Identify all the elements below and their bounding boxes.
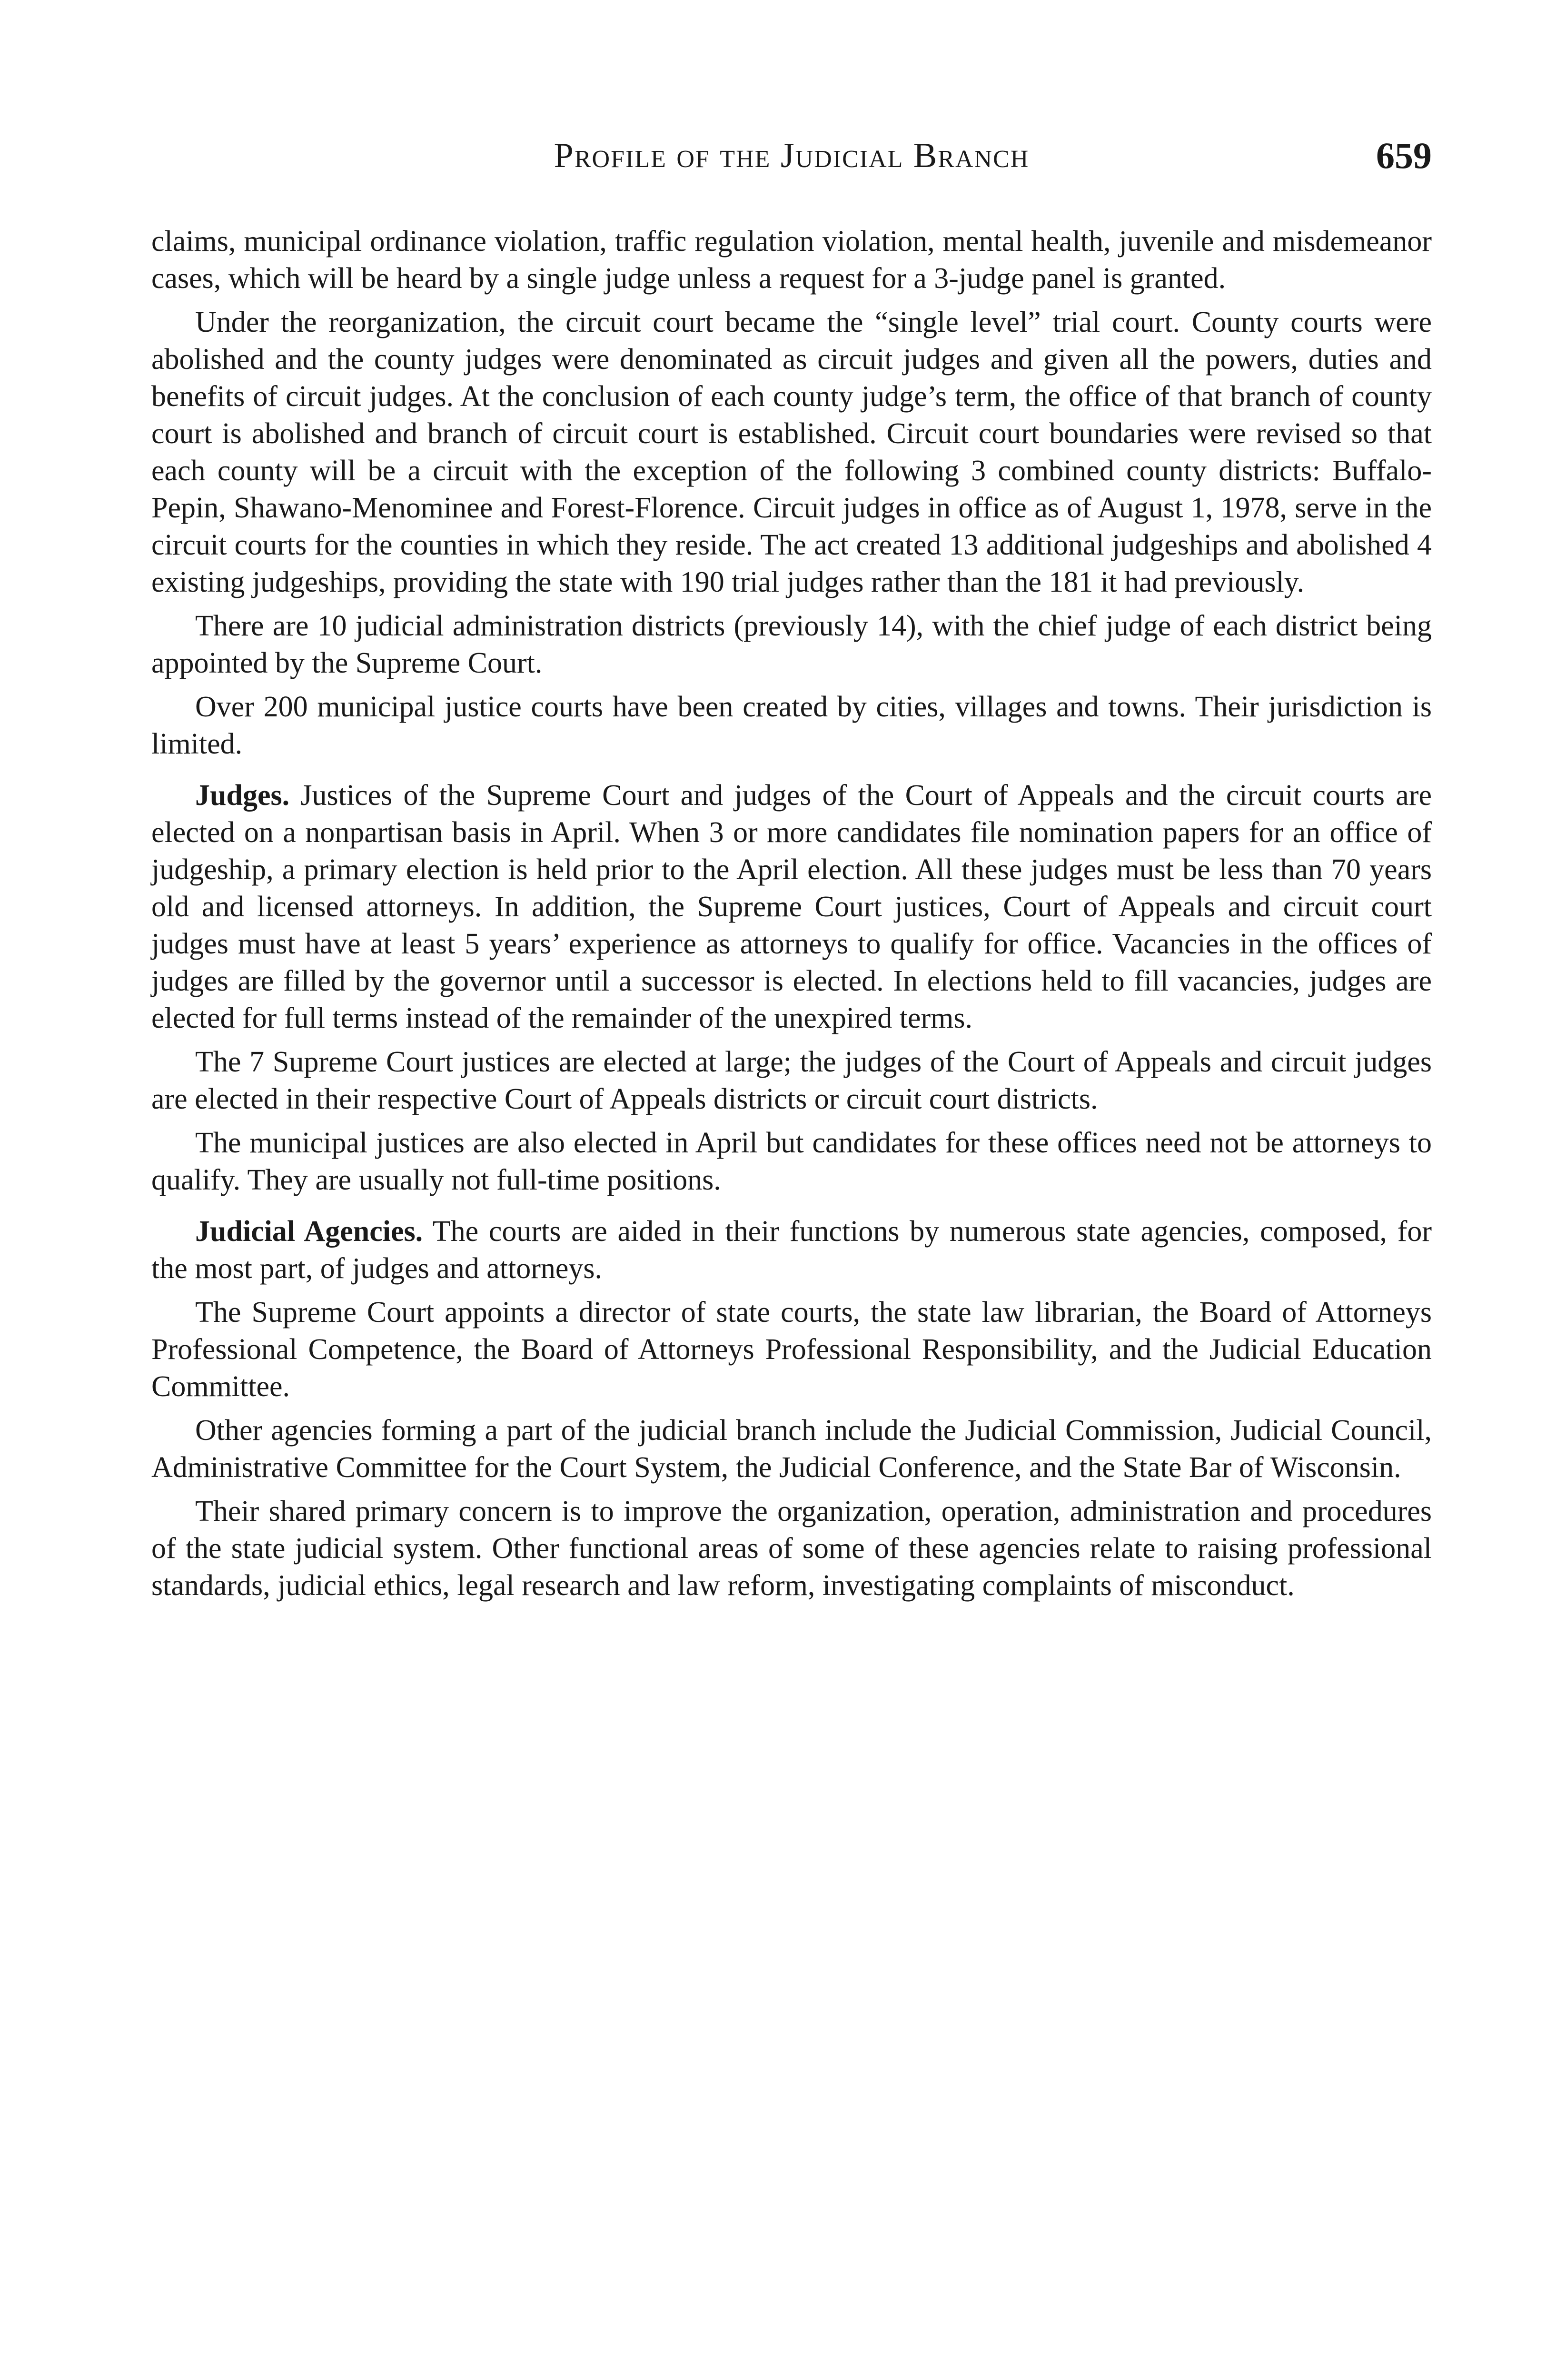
- running-title: Profile of the Judicial Branch: [554, 136, 1030, 175]
- paragraph-judges: [151, 777, 1432, 1037]
- paragraph-text: The courts are aided in their functions by numerous state agencies, composed, for the most part, of judges and attorneys.: [151, 1215, 1432, 1285]
- paragraph-districts: [151, 607, 1432, 682]
- paragraph-text: Over 200 municipal justice courts have been created by cities, villages and towns. Their jurisdiction is limited.: [151, 691, 1432, 760]
- paragraph-text: Other agencies forming a part of the judicial branch include the Judicial Commission, Judicial Council, Administrative Committee for the Court System, the Judicial Conference, and the State Bar of Wisconsin.: [151, 1414, 1432, 1484]
- paragraph-text: Justices of the Supreme Court and judges of the Court of Appeals and the circuit courts are elected on a nonpartisan basis in April. When 3 or more candidates file nomination papers for an office of judgeship, a primary election is held prior to the April election. All these judges must be less than 70 years old and licensed attorneys. In addition, the Supreme Court justices, Court of Appeals and circuit court judges must have at least 5 years’ experience as attorneys to qualify for office. Vacancies in the offices of judges are filled by the governor until a successor is elected. In elections held to fill vacancies, judges are elected for full terms instead of the remainder of the unexpired terms.: [151, 779, 1432, 1034]
- paragraph-judicial-agencies: [151, 1213, 1432, 1287]
- paragraph-text: The 7 Supreme Court justices are elected at large; the judges of the Court of Appeals and circuit judges are elected in their respective Court of Appeals districts or circuit court districts.: [151, 1046, 1432, 1115]
- paragraph-continued: [151, 223, 1432, 297]
- paragraph-text: Their shared primary concern is to improve the organization, operation, administration and procedures of the state judicial system. Other functional areas of some of these agencies relate to raising professional standards, judicial ethics, legal research and law reform, investigating complaints of misconduct.: [151, 1495, 1432, 1602]
- paragraph-other-agencies: [151, 1412, 1432, 1486]
- page-number: 659: [1376, 135, 1432, 176]
- running-head: [151, 129, 1432, 182]
- paragraph-text: There are 10 judicial administration districts (previously 14), with the chief judge of each district being appointed by the Supreme Court.: [151, 610, 1432, 679]
- paragraph-text: claims, municipal ordinance violation, traffic regulation violation, mental health, juvenile and misdemeanor cases, which will be heard by a single judge unless a request for a 3-judge panel is granted.: [151, 225, 1432, 295]
- paragraph-municipal-courts: [151, 688, 1432, 763]
- section-heading-judges: Judges.: [195, 779, 290, 812]
- paragraph-supreme-court-justices: [151, 1043, 1432, 1118]
- paragraph-reorganization: [151, 304, 1432, 601]
- section-heading-judicial-agencies: Judicial Agencies.: [195, 1215, 423, 1248]
- paragraph-shared-concern: [151, 1493, 1432, 1604]
- paragraph-municipal-justices: [151, 1124, 1432, 1199]
- paragraph-text: The Supreme Court appoints a director of state courts, the state law librarian, the Board of Attorneys Professional Competence, the Board of Attorneys Professional Responsibility, and the Judicial Education Committee.: [151, 1296, 1432, 1403]
- body-text: [151, 223, 1432, 1611]
- paragraph-text: Under the reorganization, the circuit court became the “single level” trial court. County courts were abolished and the county judges were denominated as circuit judges and given all the powers, duties and benefits of circuit judges. At the conclusion of each county judge’s term, the office of that branch of county court is abolished and branch of circuit court is established. Circuit court boundaries were revised so that each county will be a circuit with the exception of the following 3 combined county districts: Buffalo-Pepin, Shawano-Menominee and Forest-Florence. Circuit judges in office as of August 1, 1978, serve in the circuit courts for the counties in which they reside. The act created 13 additional judgeships and abolished 4 existing judgeships, providing the state with 190 trial judges rather than the 181 it had previously.: [151, 306, 1432, 598]
- paragraph-supreme-court-appoints: [151, 1294, 1432, 1405]
- paragraph-text: The municipal justices are also elected in April but candidates for these offices need not be attorneys to qualify. They are usually not full-time positions.: [151, 1127, 1432, 1196]
